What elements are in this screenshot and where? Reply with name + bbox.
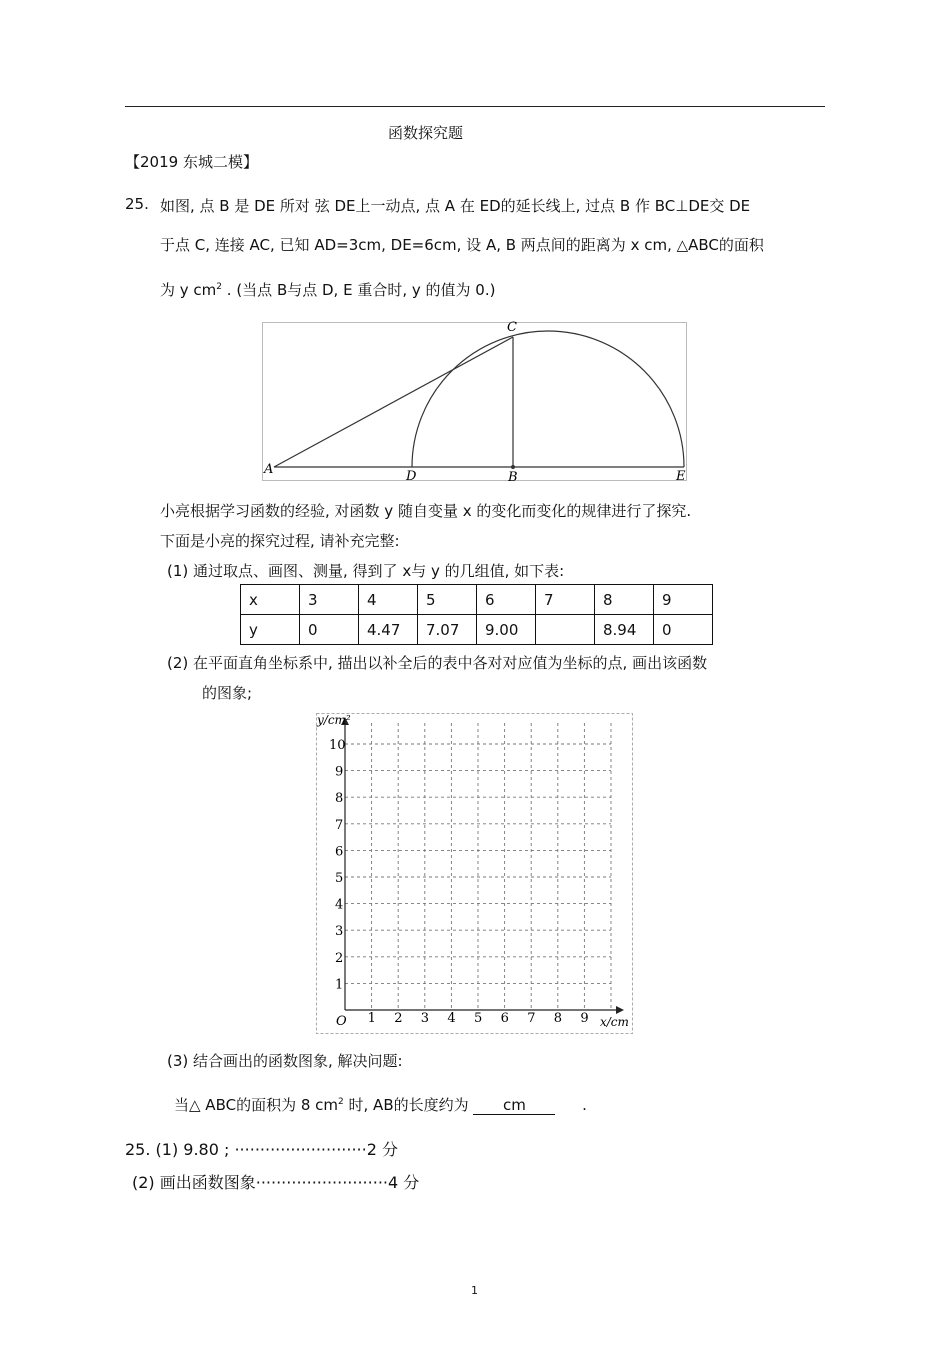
part-3-text: (3) 结合画出的函数图象, 解决问题: bbox=[167, 1052, 403, 1070]
table-row bbox=[241, 615, 713, 645]
part-2-text: (2) 在平面直角坐标系中, 描出以补全后的表中各对对应值为坐标的点, 画出该函数 bbox=[167, 654, 708, 672]
origin-label: O bbox=[336, 1014, 347, 1029]
table-cell: 8.94 bbox=[595, 615, 654, 645]
y-axis-label: y/cm² bbox=[317, 713, 351, 727]
table-cell: 7 bbox=[536, 585, 595, 615]
y-tick-label: 3 bbox=[335, 924, 344, 940]
problem-number: 25. bbox=[125, 195, 149, 213]
table-cell: 0 bbox=[654, 615, 713, 645]
table-cell: 5 bbox=[418, 585, 477, 615]
page-number: 1 bbox=[471, 1284, 478, 1297]
part-1-text: (1) 通过取点、画图、测量, 得到了 x与 y 的几组值, 如下表: bbox=[167, 562, 565, 580]
x-tick-label: 2 bbox=[394, 1011, 403, 1026]
table-row bbox=[241, 585, 713, 615]
x-tick-label: 6 bbox=[500, 1011, 509, 1026]
coordinate-grid[interactable] bbox=[316, 713, 634, 1035]
table-cell: 9 bbox=[654, 585, 713, 615]
answer-line-2: (2) 画出函数图象··························4 分 bbox=[132, 1173, 420, 1192]
page-title: 函数探究题 bbox=[388, 124, 464, 142]
table-cell: 4.47 bbox=[359, 615, 418, 645]
problem-line-2: 于点 C, 连接 AC, 已知 AD=3cm, DE=6cm, 设 A, B 两点间的距离为 x cm, △ABC的面积 bbox=[160, 236, 764, 254]
value-table bbox=[240, 584, 713, 645]
header-rule bbox=[125, 106, 825, 107]
table-cell: 0 bbox=[300, 615, 359, 645]
source-tag: 【2019 东城二模】 bbox=[125, 153, 258, 171]
table-cell: 3 bbox=[300, 585, 359, 615]
y-tick-label: 1 bbox=[335, 977, 344, 993]
problem-line-3: 为 y $cm^2$ . (当点 B与点 D, E 重合时, y 的值为 0.) bbox=[160, 281, 496, 299]
table-cell: x bbox=[241, 585, 300, 615]
y-tick-label: 5 bbox=[335, 871, 344, 886]
y-tick-label: 8 bbox=[335, 791, 344, 807]
y-tick-label: 10 bbox=[329, 738, 346, 753]
y-tick-label: 7 bbox=[335, 817, 344, 833]
answer-blank[interactable]: cm bbox=[473, 1096, 555, 1115]
x-tick-label: 5 bbox=[474, 1011, 483, 1026]
y-tick-label: 2 bbox=[335, 950, 344, 966]
y-tick-label: 9 bbox=[335, 764, 344, 780]
intro-line-2: 下面是小亮的探究过程, 请补充完整: bbox=[160, 532, 400, 550]
label-c: C bbox=[507, 320, 517, 335]
y-tick-label: 6 bbox=[335, 844, 344, 860]
x-tick-label: 1 bbox=[367, 1011, 376, 1026]
x-axis-label: x/cm bbox=[600, 1015, 629, 1029]
label-d: D bbox=[406, 469, 417, 484]
part-2-text-cont: 的图象; bbox=[202, 684, 253, 702]
table-cell: 8 bbox=[595, 585, 654, 615]
table-cell: y bbox=[241, 615, 300, 645]
geometry-figure bbox=[262, 320, 688, 486]
x-tick-label: 8 bbox=[553, 1011, 563, 1026]
x-tick-label: 7 bbox=[527, 1011, 536, 1026]
x-tick-label: 9 bbox=[580, 1011, 589, 1026]
intro-line-1: 小亮根据学习函数的经验, 对函数 y 随自变量 x 的变化而变化的规律进行了探究. bbox=[160, 502, 692, 520]
table-cell: 6 bbox=[477, 585, 536, 615]
label-b: B bbox=[508, 470, 518, 485]
answer-line-1: 25. (1) 9.80 ; ··························2 分 bbox=[125, 1140, 398, 1159]
table-cell-blank[interactable] bbox=[536, 615, 595, 645]
y-tick-label: 4 bbox=[335, 897, 344, 913]
label-e: E bbox=[676, 469, 686, 484]
table-cell: 4 bbox=[359, 585, 418, 615]
table-cell: 9.00 bbox=[477, 615, 536, 645]
part-3-question: 当△ ABC的面积为 8 $cm^2$ 时, AB的长度约为 cm . bbox=[174, 1096, 587, 1114]
problem-line-1: 如图, 点 B 是 DE 所对 弦 DE上一动点, 点 A 在 ED的延长线上, 过点 B 作 BC⊥DE交 DE bbox=[160, 197, 751, 215]
x-tick-label: 3 bbox=[420, 1011, 430, 1026]
table-cell: 7.07 bbox=[418, 615, 477, 645]
x-tick-label: 4 bbox=[447, 1011, 456, 1026]
label-a: A bbox=[264, 462, 274, 477]
